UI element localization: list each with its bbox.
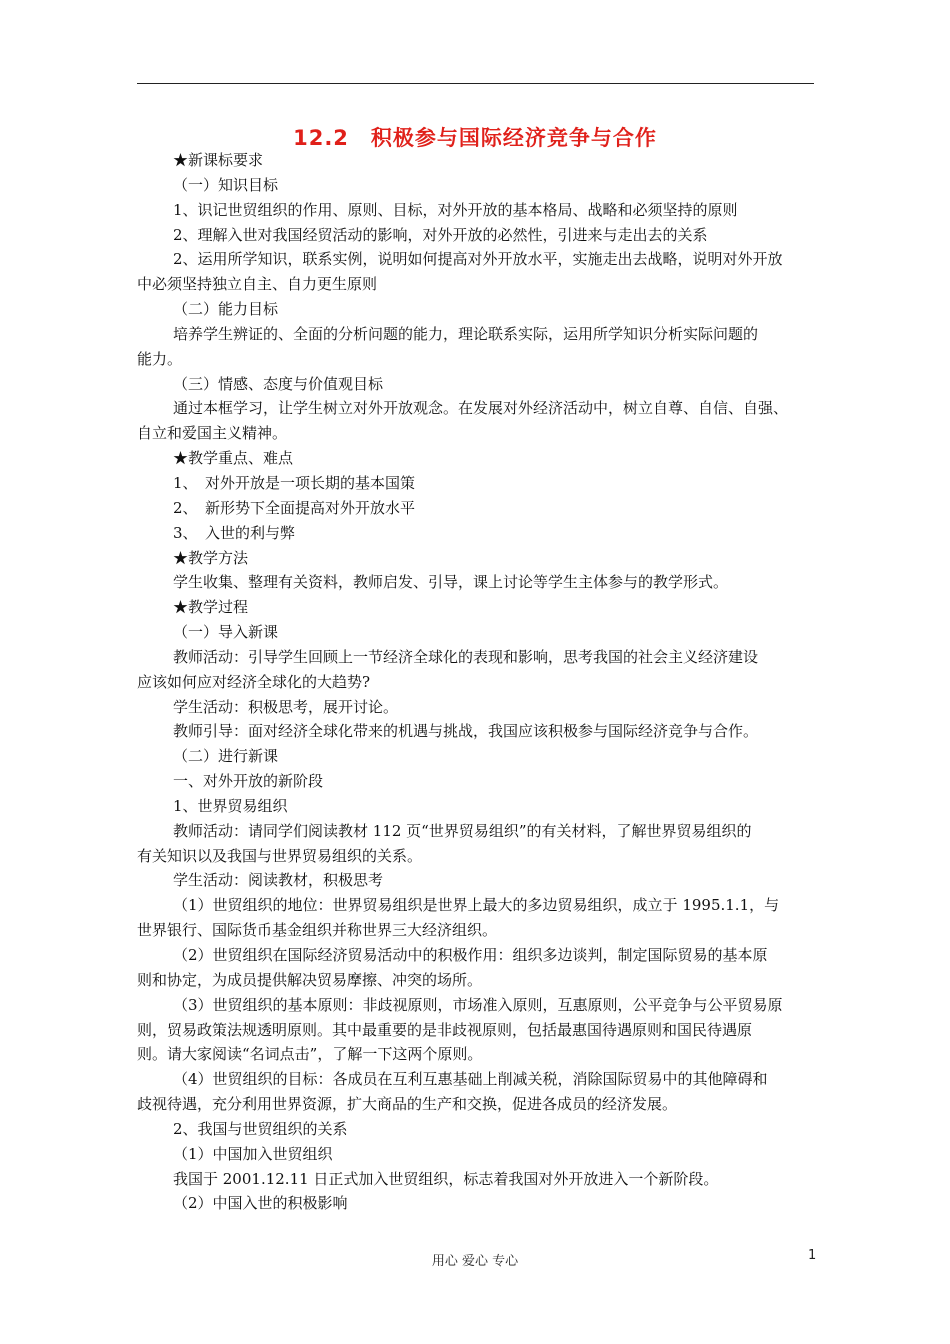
text-line: 培养学生辨证的、全面的分析问题的能力，理论联系实际，运用所学知识分析实际问题的 [173,324,759,343]
text-line: （一）导入新课 [173,623,279,642]
text-line: 1、识记世贸组织的作用、原则、目标，对外开放的基本格局、战略和必须坚持的原则 [173,200,738,219]
text-line: 我国于 2001.12.11 日正式加入世贸组织，标志着我国对外开放进入一个新阶段。 [173,1169,719,1188]
text-line: ★新课标要求 [173,151,264,169]
text-line: 自立和爱国主义精神。 [137,424,288,443]
text-line: （二）进行新课 [173,747,279,766]
text-line: 学生活动：阅读教材，积极思考 [173,871,384,890]
text-line: 1、 对外开放是一项长期的基本国策 [173,473,416,492]
text-line: 则，贸易政策法规透明原则。其中最重要的是非歧视原则，包括最惠国待遇原则和国民待遇原 [137,1020,753,1039]
text-line: ★教学过程 [173,598,249,617]
text-line: 世界银行、国际货币基金组织并称世界三大经济组织。 [137,921,498,940]
text-line: （3）世贸组织的基本原则：非歧视原则，市场准入原则，互惠原则，公平竞争与公平贸易原 [173,995,783,1014]
text-line: 1、世界贸易组织 [173,796,288,815]
text-line: 教师活动：请同学们阅读教材 112 页“世界贸易组织”的有关材料，了解世界贸易组织的 [173,821,752,840]
text-line: （二）能力目标 [173,300,279,319]
text-line: 学生收集、整理有关资料，教师启发、引导，课上讨论等学生主体参与的教学形式。 [173,573,729,592]
text-line: 2、理解入世对我国经贸活动的影响，对外开放的必然性，引进来与走出去的关系 [173,225,708,244]
text-line: 教师引导：面对经济全球化带来的机遇与挑战，我国应该积极参与国际经济竞争与合作。 [173,722,759,741]
page-number: 1 [808,1248,817,1263]
text-line: 歧视待遇，充分利用世界资源，扩大商品的生产和交换，促进各成员的经济发展。 [137,1095,678,1114]
text-line: 教师活动：引导学生回顾上一节经济全球化的表现和影响，思考我国的社会主义经济建设 [173,647,759,666]
text-line: 2、我国与世贸组织的关系 [173,1119,348,1138]
page-footer: 用心 爱心 专心 [431,1254,519,1269]
text-line: （三）情感、态度与价值观目标 [173,374,384,393]
text-line: （1）中国加入世贸组织 [173,1144,333,1163]
text-line: 有关知识以及我国与世界贸易组织的关系。 [137,846,423,865]
text-line: （一）知识目标 [173,175,279,194]
text-line: 中必须坚持独立自主、自力更生原则 [137,275,378,294]
text-line: 则。请大家阅读“名词点击”，了解一下这两个原则。 [137,1045,483,1064]
text-line: 应该如何应对经济全球化的大趋势? [137,672,371,691]
text-line: 学生活动：积极思考，展开讨论。 [173,697,399,716]
page-title: 12.2 积极参与国际经济竞争与合作 [293,126,657,150]
text-line: （1）世贸组织的地位：世界贸易组织是世界上最大的多边贸易组织，成立于 1995.1.1，与 [173,896,780,915]
text-line: （2）世贸组织在国际经济贸易活动中的积极作用：组织多边谈判，制定国际贸易的基本原 [173,946,768,964]
text-line: （4）世贸组织的目标：各成员在互利互惠基础上削减关税，消除国际贸易中的其他障碍和 [173,1070,768,1089]
text-line: 2、运用所学知识，联系实例，说明如何提高对外开放水平，实施走出去战略，说明对外开放 [173,250,783,269]
text-line: 能力。 [137,349,183,368]
text-line: 则和协定，为成员提供解决贸易摩擦、冲突的场所。 [137,970,483,989]
text-line: 通过本框学习，让学生树立对外开放观念。在发展对外经济活动中，树立自尊、自信、自强、 [173,399,789,418]
text-line: （2）中国入世的积极影响 [173,1194,348,1213]
text-line: 一、对外开放的新阶段 [173,772,324,791]
document-body [137,148,817,1216]
text-line: ★教学方法 [173,548,249,567]
text-line: 3、 入世的利与弊 [173,523,296,542]
text-line: 2、 新形势下全面提高对外开放水平 [173,498,416,517]
header-rule [137,83,814,84]
text-line: ★教学重点、难点 [173,449,294,468]
